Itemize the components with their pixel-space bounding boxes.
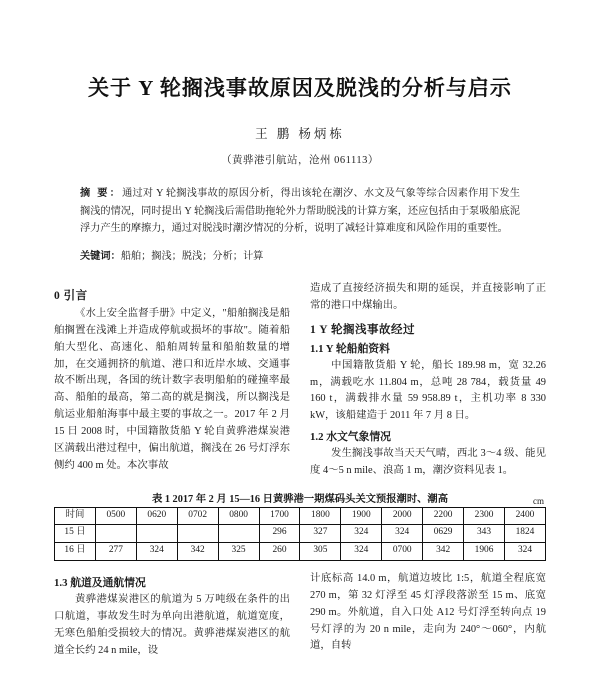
table-row	[55, 525, 546, 543]
table-caption: 表 1 2017 年 2 月 15—16 日黄骅港一期煤码头关文预报潮时、潮高	[151, 493, 449, 505]
table-cell: 296	[259, 525, 300, 543]
table-header-cell: 2000	[382, 507, 423, 525]
table-header-cell: 0620	[136, 507, 177, 525]
body-columns	[54, 281, 546, 482]
table-cell	[218, 525, 259, 543]
paragraph: 中国籍散货船 Y 轮，船长 189.98 m，宽 32.26 m，满载吃水 11.804 m，总吨 28 784，载货量 49 160 t，满载排水量 59 958.89 t，主机功率 8 330 kW，该船建造于 2011 年 7 月 8 日。	[310, 359, 546, 422]
table-header-cell: 时间	[55, 507, 96, 525]
table-header-cell: 2200	[423, 507, 464, 525]
table-cell: 305	[300, 543, 341, 561]
paragraph: 造成了直接经济损失和期的延误，并直接影响了正常的港口中煤输出。	[310, 282, 546, 311]
subsection-heading-ship-data: 1.1 Y 轮船舶资料	[310, 342, 390, 355]
table-header-row	[55, 507, 546, 525]
column-right-bottom	[310, 571, 546, 661]
table-header-cell: 1800	[300, 507, 341, 525]
keywords	[80, 248, 520, 265]
table-cell: 1824	[504, 525, 545, 543]
table-cell: 0629	[423, 525, 464, 543]
subsection-heading-hydrology: 1.2 水文气象情况	[310, 431, 391, 444]
table-cell: 277	[95, 543, 136, 561]
table-header-cell: 1900	[341, 507, 382, 525]
table-header-cell: 1700	[259, 507, 300, 525]
column-right	[310, 281, 546, 482]
subsection-heading-fairway: 1.3 航道及通航情况	[54, 576, 146, 589]
table-cell	[95, 525, 136, 543]
author-list: 王 鹏 杨炳栋	[255, 127, 345, 141]
table-header-cell: 2300	[464, 507, 505, 525]
table-cell: 342	[423, 543, 464, 561]
column-left-bottom	[54, 571, 290, 661]
abstract-label: 摘 要：	[80, 188, 123, 199]
paragraph: 《水上安全监督手册》中定义，"船舶搁浅是船舶搁置在浅滩上并造成停航或损坏的事故"。随着船舶大型化、高速化、船舶周转量和船舶数量的增加，在交通拥挤的航道、港口和近岸水域、交通事故不断出现，各国的统计数字表明船舶的碰撞率最高、船舶的最高，第二高的就是搁浅，所以搁浅是航运业船舶海事中最主要的事故之一。2017 年 2 月 15 日 2008 时，中国籍散货船 Y 轮自黄骅港煤炭港区满载出港过程中，偏出航道，搁浅在 26 号灯浮东侧约 400 m 处。本次事故	[54, 307, 290, 471]
column-left	[54, 281, 290, 482]
table-header-cell: 2400	[504, 507, 545, 525]
table-cell: 16 日	[55, 543, 96, 561]
section-heading-introduction: 0 引言	[54, 289, 88, 302]
table-unit: cm	[533, 495, 544, 506]
keywords-text: 船舶；搁浅；脱浅；分析；计算	[120, 250, 264, 262]
abstract-text: 通过对 Y 轮搁浅事故的原因分析，得出该轮在潮汐、水文及气象等综合因素作用下发生搁浅的情况，同时提出 Y 轮搁浅后需借助拖轮外力帮助脱浅的计算方案，还应包括由于泵吸船底泥浮力产生的摩擦力，通过对脱浅时潮汐情况的分析，说明了减轻计算难度和风险作用的重要性。	[80, 188, 521, 235]
paragraph: 黄骅港煤炭港区的航道为 5 万吨级在条件的出口航道，事故发生时为单向出港航道，航道宽度，无寒色船舶受损较大的情况。黄骅港煤炭港区的航道全长约 24 n mile，设	[54, 593, 290, 656]
table-cell	[177, 525, 218, 543]
abstract	[80, 185, 520, 238]
affiliation: （黄骅港引航站，沧州 061113）	[221, 155, 379, 166]
page-title: 关于 Y 轮搁浅事故原因及脱浅的分析与启示	[88, 76, 512, 100]
table-cell: 324	[382, 525, 423, 543]
table-cell: 260	[259, 543, 300, 561]
table-cell: 343	[464, 525, 505, 543]
table-cell	[136, 525, 177, 543]
body-columns-bottom	[54, 571, 546, 661]
table-cell: 342	[177, 543, 218, 561]
tide-table-block	[54, 490, 546, 561]
table-cell: 324	[504, 543, 545, 561]
table-cell: 324	[341, 543, 382, 561]
paragraph: 计底标高 14.0 m，航道边坡比 1:5，航道全程底宽 270 m，第 32 灯浮至 45 灯浮段落淤至 15 m、底宽 290 m。外航道，自入口处 A12 号灯浮至转向点 19 号灯浮的为 20 n mile，走向为 240°～060°，内航道，自转	[310, 572, 546, 652]
table-cell: 324	[341, 525, 382, 543]
table-cell: 0700	[382, 543, 423, 561]
table-cell: 327	[300, 525, 341, 543]
table-header-cell: 0800	[218, 507, 259, 525]
table-header-cell: 0500	[95, 507, 136, 525]
section-heading-accident-process: 1 Y 轮搁浅事故经过	[310, 323, 415, 336]
table-header-cell: 0702	[177, 507, 218, 525]
table-row	[55, 543, 546, 561]
table-cell: 325	[218, 543, 259, 561]
tide-table	[54, 507, 546, 561]
table-cell: 15 日	[55, 525, 96, 543]
table-cell: 324	[136, 543, 177, 561]
paragraph: 发生搁浅事故当天天气晴，西北 3～4 级、能见度 4～5 n mile、浪高 1 m，潮汐资料见表 1。	[310, 448, 546, 476]
keywords-label: 关键词：	[80, 250, 121, 262]
table-cell: 1906	[464, 543, 505, 561]
